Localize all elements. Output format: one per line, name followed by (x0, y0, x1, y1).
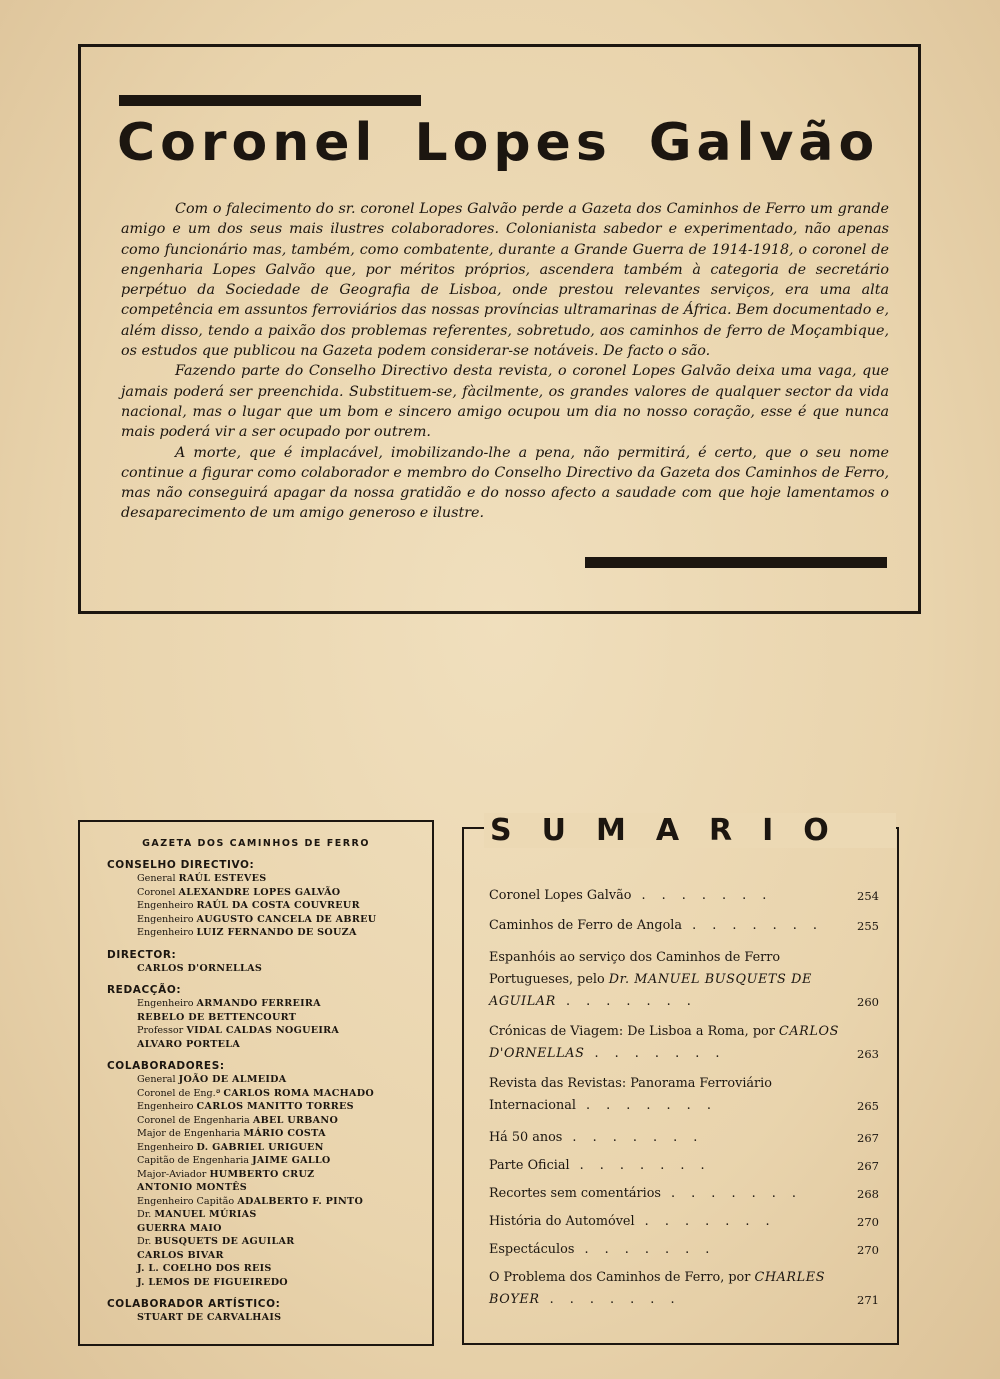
staff-member (107, 1168, 427, 1182)
staff-section (107, 1297, 427, 1325)
toc-item (489, 1183, 879, 1205)
obituary-paragraph: A morte, que é implacável, imobilizando-lhe a pena, não permitirá, é certo, que o seu nome continue a figurar como colaborador e membro do Conselho Directivo da Gazeta dos Caminhos de Ferro, mas não conseguirá apagar da nossa gratidão e do nosso afecto a saudade com que hoje lamentamos o desaparecimento de um amigo generoso e ilustre. (121, 444, 889, 522)
toc-item-text: História do Automóvel (489, 1214, 635, 1229)
staff-member-role: Capitão de Engenharia (137, 1155, 249, 1166)
staff-member-name: CARLOS BIVAR (137, 1249, 224, 1261)
toc-item-title (489, 915, 839, 937)
staff-member (107, 1100, 427, 1114)
staff-member (107, 1024, 427, 1038)
staff-member (107, 1262, 427, 1276)
toc-leader-dots: . . . . . . . (562, 1130, 704, 1145)
toc-item-text: Parte Oficial (489, 1158, 570, 1173)
staff-section (107, 948, 427, 976)
staff-member-name: REBELO DE BETTENCOURT (137, 1011, 297, 1023)
toc-page-number: 270 (857, 1215, 879, 1229)
toc-page-number: 254 (857, 889, 879, 903)
staff-member (107, 1249, 427, 1263)
toc-item-title (489, 1183, 839, 1205)
staff-box (78, 820, 434, 1346)
staff-member-role: Engenheiro (137, 1141, 194, 1153)
sumario-box (462, 813, 899, 1345)
toc-item-title (489, 1239, 839, 1261)
staff-member (107, 1208, 427, 1222)
staff-title: GAZETA DOS CAMINHOS DE FERRO (142, 838, 370, 849)
staff-section-label: DIRECTOR: (107, 948, 177, 961)
toc-page-number: 270 (857, 1243, 879, 1257)
toc-item-text: Há 50 anos (489, 1130, 563, 1145)
toc-item-text: Crónicas de Viagem: De Lisboa a Roma, por (489, 1024, 775, 1039)
staff-section (107, 1059, 427, 1289)
staff-member (107, 962, 427, 976)
toc-item (489, 1127, 879, 1149)
staff-sections (107, 858, 427, 1333)
staff-member-role: Engenheiro (137, 900, 194, 911)
staff-section-label: COLABORADOR ARTÍSTICO: (107, 1298, 281, 1310)
staff-member-name: STUART DE CARVALHAIS (137, 1312, 282, 1323)
toc-page-number: 268 (857, 1187, 879, 1201)
staff-member-role: General (137, 1074, 176, 1085)
staff-member (107, 1276, 427, 1290)
toc-item (489, 885, 879, 907)
toc-item-title (489, 885, 839, 907)
toc-item-text: O Problema dos Caminhos de Ferro, por (489, 1270, 751, 1285)
staff-member-name: LUIZ FERNANDO DE SOUZA (196, 927, 357, 938)
toc-item-text: Revista das Revistas: Panorama Ferroviário Internacional (489, 1076, 772, 1113)
toc-item (489, 1211, 879, 1233)
staff-member-role: Major de Engenharia (137, 1128, 241, 1139)
toc-page-number: 263 (857, 1047, 879, 1061)
staff-member-name: J. LEMOS DE FIGUEIREDO (137, 1276, 288, 1288)
toc-page-number: 255 (857, 919, 879, 933)
toc-leader-dots: . . . . . . . (584, 1046, 726, 1061)
staff-member-name: JAIME GALLO (252, 1155, 331, 1166)
staff-member-name: CARLOS D'ORNELLAS (137, 962, 263, 974)
decorative-rule-bottom (585, 557, 887, 568)
staff-member (107, 1235, 427, 1249)
obituary-title: Coronel Lopes Galvão (117, 113, 880, 173)
toc-item (489, 915, 879, 937)
staff-member (107, 1114, 427, 1128)
staff-member (107, 872, 427, 886)
staff-member-name: AUGUSTO CANCELA DE ABREU (196, 913, 377, 925)
toc-item-title (489, 1021, 839, 1065)
toc-leader-dots: . . . . . . . (682, 918, 823, 933)
toc-item (489, 1073, 879, 1117)
staff-member-role: General (137, 873, 176, 884)
staff-member-role: Coronel de Engenharia (137, 1114, 250, 1126)
staff-member (107, 1311, 427, 1325)
staff-member-role: Professor (137, 1025, 184, 1036)
staff-member (107, 1087, 427, 1101)
obituary-body (121, 199, 889, 524)
staff-member (107, 997, 427, 1011)
toc-leader-dots: . . . . . . . (660, 1186, 802, 1201)
staff-member-name: BUSQUETS DE AGUILAR (154, 1236, 295, 1247)
staff-member-name: D. GABRIEL URIGUEN (196, 1141, 324, 1153)
toc-item (489, 1021, 879, 1065)
staff-member (107, 1127, 427, 1141)
toc-page-number: 267 (857, 1159, 879, 1173)
toc-leader-dots: . . . . . . . (574, 1242, 716, 1257)
toc-page-number: 265 (857, 1099, 879, 1113)
staff-member-name: VIDAL CALDAS NOGUEIRA (186, 1025, 340, 1036)
staff-member-role: Coronel (137, 886, 176, 898)
staff-member-name: ANTONIO MONTÊS (137, 1182, 247, 1193)
toc-item-title (489, 1073, 839, 1117)
toc-item (489, 947, 879, 1013)
toc-item-text: Recortes sem comentários (489, 1186, 661, 1201)
staff-member-name: MÁRIO COSTA (243, 1128, 326, 1139)
staff-section-label: REDACÇÃO: (107, 984, 182, 996)
staff-member-name: RAÚL ESTEVES (178, 873, 267, 884)
table-of-contents (489, 885, 879, 1317)
staff-member-role: Engenheiro Capitão (137, 1195, 235, 1207)
toc-item-text: Coronel Lopes Galvão (489, 888, 632, 903)
toc-item-author: Dr. MANUEL BUSQUETS DE AGUILAR (489, 972, 812, 1009)
staff-member (107, 899, 427, 913)
staff-member-name: MANUEL MÚRIAS (154, 1209, 257, 1220)
toc-item (489, 1267, 879, 1311)
staff-member-name: ARMANDO FERREIRA (196, 998, 321, 1009)
staff-member (107, 1073, 427, 1087)
staff-member-name: JOÃO DE ALMEIDA (178, 1074, 287, 1085)
toc-item-author: CARLOS D'ORNELLAS (489, 1024, 839, 1061)
staff-member (107, 1011, 427, 1025)
toc-leader-dots: . . . . . . . (575, 1098, 717, 1113)
toc-page-number: 260 (857, 995, 879, 1009)
toc-item-text: Espectáculos (489, 1242, 575, 1257)
staff-member-name: GUERRA MAIO (137, 1222, 222, 1234)
obituary-frame (78, 44, 921, 614)
staff-member (107, 1141, 427, 1155)
staff-member-role: Engenheiro (137, 998, 194, 1009)
obituary-paragraph: Com o falecimento do sr. coronel Lopes Galvão perde a Gazeta dos Caminhos de Ferro um grande amigo e um dos seus mais ilustres colaboradores. Colonianista sabedor e experimentado, não apenas como funcionário mas, também, como combatente, durante a Grande Guerra de 1914-1918, o coronel de engenharia Lopes Galvão que, por méritos próprios, ascendera também à categoria de secretário perpétuo da Sociedade de Geografia de Lisboa, onde prestou relevantes serviços, era uma alta competência em assuntos ferroviários das nossas províncias ultramarinas de África. Bem documentado e, além disso, tendo a paixão dos problemas referentes, sobretudo, aos caminhos de ferro de Moçambique, os estudos que publicou na Gazeta podem considerar-se notáveis. De facto o são. (121, 201, 889, 360)
staff-section (107, 983, 427, 1051)
sumario-title: SUMARIO (484, 813, 896, 848)
toc-item (489, 1155, 879, 1177)
staff-section-label: CONSELHO DIRECTIVO: (107, 859, 255, 871)
staff-member-name: RAÚL DA COSTA COUVREUR (196, 900, 360, 911)
staff-member-role: Engenheiro (137, 927, 194, 938)
toc-item (489, 1239, 879, 1261)
toc-page-number: 271 (857, 1293, 879, 1307)
staff-member (107, 1181, 427, 1195)
staff-member-role: Dr. (137, 1236, 152, 1247)
toc-item-title (489, 1211, 839, 1233)
staff-member-role: Engenheiro (137, 1101, 194, 1112)
staff-member-role: Coronel de Eng.ª (137, 1087, 221, 1099)
toc-item-title (489, 1155, 839, 1177)
decorative-rule-top (119, 95, 421, 106)
staff-member-name: ALEXANDRE LOPES GALVÃO (178, 886, 341, 898)
staff-member-name: HUMBERTO CRUZ (209, 1168, 315, 1180)
toc-item-title (489, 1267, 839, 1311)
staff-member-name: ADALBERTO F. PINTO (237, 1195, 364, 1207)
obituary-paragraph: Fazendo parte do Conselho Directivo desta revista, o coronel Lopes Galvão deixa uma vaga, que jamais poderá ser preenchida. Substituem-se, fàcilmente, os grandes valores de qualquer sector da vida nacional, mas o lugar que um bom e sincero amigo ocupou um dia no nosso coração, esse é que nunca mais poderá vir a ser ocupado por outrem. (121, 363, 889, 441)
staff-member-name: CARLOS ROMA MACHADO (223, 1087, 375, 1099)
toc-leader-dots: . . . . . . . (539, 1292, 681, 1307)
staff-member-name: ALVARO PORTELA (137, 1038, 241, 1050)
staff-member-role: Major-Aviador (137, 1168, 207, 1180)
staff-member (107, 913, 427, 927)
staff-member (107, 1154, 427, 1168)
toc-item-title (489, 1127, 839, 1149)
staff-member-name: J. L. COELHO DOS REIS (137, 1263, 272, 1274)
staff-section (107, 858, 427, 940)
staff-member-role: Engenheiro (137, 913, 194, 925)
toc-leader-dots: . . . . . . . (555, 994, 697, 1009)
toc-leader-dots: . . . . . . . (631, 888, 773, 903)
toc-leader-dots: . . . . . . . (569, 1158, 711, 1173)
staff-member (107, 1222, 427, 1236)
staff-member (107, 926, 427, 940)
staff-section-label: COLABORADORES: (107, 1060, 225, 1072)
toc-item-text: Caminhos de Ferro de Angola (489, 918, 682, 933)
toc-leader-dots: . . . . . . . (634, 1214, 776, 1229)
staff-member-role: Dr. (137, 1209, 152, 1220)
staff-member (107, 1038, 427, 1052)
toc-page-number: 267 (857, 1131, 879, 1145)
staff-member (107, 886, 427, 900)
toc-item-author: CHARLES BOYER (489, 1270, 826, 1307)
toc-item-title (489, 947, 839, 1013)
staff-member (107, 1195, 427, 1209)
staff-member-name: CARLOS MANITTO TORRES (196, 1101, 354, 1112)
toc-item-text: Espanhóis ao serviço dos Caminhos de Ferro Portugueses, pelo (489, 950, 781, 987)
staff-member-name: ABEL URBANO (252, 1114, 339, 1126)
